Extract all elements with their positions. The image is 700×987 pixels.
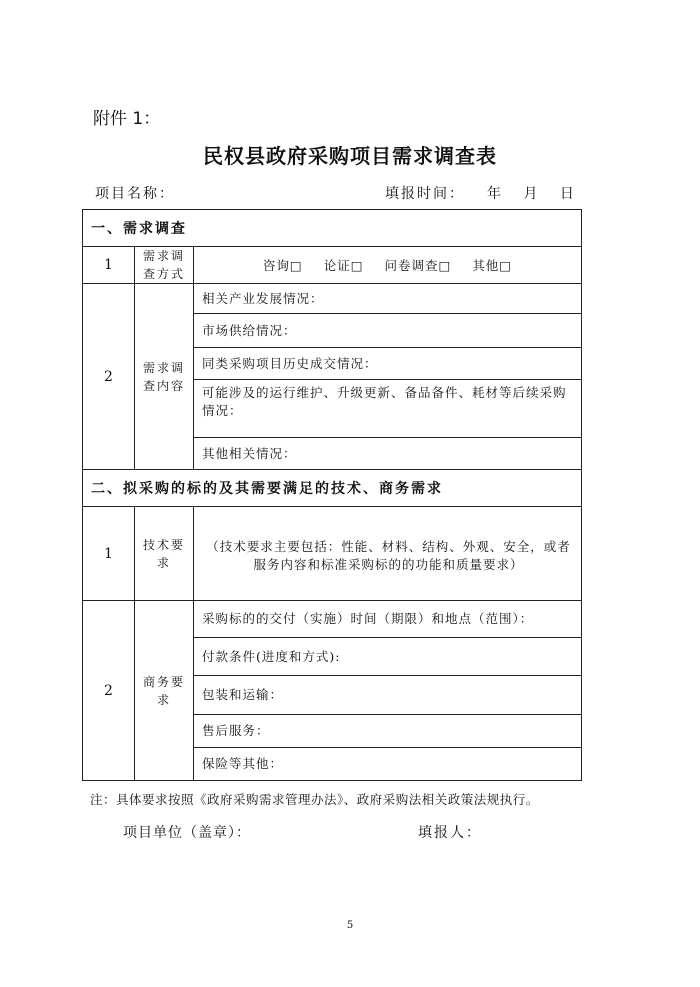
page-number: 5 — [346, 920, 354, 931]
attachment-label: 附件 1： — [93, 109, 161, 129]
survey-table — [82, 209, 582, 781]
label-line: 需求调 — [142, 360, 185, 375]
label-line: 查内容 — [142, 378, 185, 393]
label-line: 查方式 — [142, 267, 185, 281]
project-name-label: 项目名称： — [95, 186, 175, 202]
other-info-field[interactable]: 其他相关情况： — [194, 438, 582, 470]
technical-requirements-label — [135, 507, 194, 601]
label-line: 求 — [156, 555, 171, 570]
survey-content-label — [135, 284, 194, 470]
form-title: 民权县政府采购项目需求调查表 — [203, 144, 497, 168]
row-number: 2 — [83, 601, 135, 781]
option-consult-checkbox[interactable]: 咨询□ — [262, 258, 303, 273]
fill-time-label: 填报时间： — [385, 186, 465, 202]
survey-method-label — [135, 247, 194, 284]
market-supply-field[interactable]: 市场供给情况： — [194, 314, 582, 348]
fill-date-placeholder: 年 月 日 — [487, 186, 576, 202]
label-line: 商务要 — [142, 674, 185, 689]
option-other-checkbox[interactable]: 其他□ — [472, 258, 513, 273]
section1-title: 一、需求调查 — [83, 210, 582, 247]
label-line: 求 — [156, 692, 171, 707]
survey-method-options — [194, 247, 582, 284]
payment-terms-field[interactable]: 付款条件(进度和方式): — [194, 638, 582, 676]
delivery-time-place-field[interactable]: 采购标的的交付（实施）时间（期限）和地点（范围）： — [194, 601, 582, 638]
technical-requirements-field[interactable]: （技术要求主要包括：性能、材料、结构、外观、安全，或者服务内容和标准采购标的的功能和质量要求） — [194, 507, 582, 601]
row-number: 2 — [83, 284, 135, 470]
after-sales-field[interactable]: 售后服务： — [194, 715, 582, 748]
historical-deals-field[interactable]: 同类采购项目历史成交情况： — [194, 348, 582, 380]
label-line: 需求调 — [142, 249, 185, 263]
filler-label: 填报人： — [418, 825, 482, 841]
option-questionnaire-checkbox[interactable]: 问卷调查□ — [384, 258, 452, 273]
footnote: 注：具体要求按照《政府采购需求管理办法》、政府采购法相关政策法规执行。 — [90, 792, 539, 807]
row-number: 1 — [83, 247, 135, 284]
project-unit-label: 项目单位（盖章）： — [123, 825, 251, 841]
insurance-other-field[interactable]: 保险等其他： — [194, 748, 582, 781]
follow-up-procurement-field[interactable]: 可能涉及的运行维护、升级更新、备品备件、耗材等后续采购情况： — [194, 380, 582, 438]
option-argument-checkbox[interactable]: 论证□ — [323, 258, 364, 273]
packaging-transport-field[interactable]: 包装和运输： — [194, 676, 582, 715]
industry-development-field[interactable]: 相关产业发展情况： — [194, 284, 582, 314]
row-number: 1 — [83, 507, 135, 601]
label-line: 技术要 — [142, 537, 185, 552]
section2-title: 二、拟采购的标的及其需要满足的技术、商务需求 — [83, 470, 582, 507]
business-requirements-label — [135, 601, 194, 781]
